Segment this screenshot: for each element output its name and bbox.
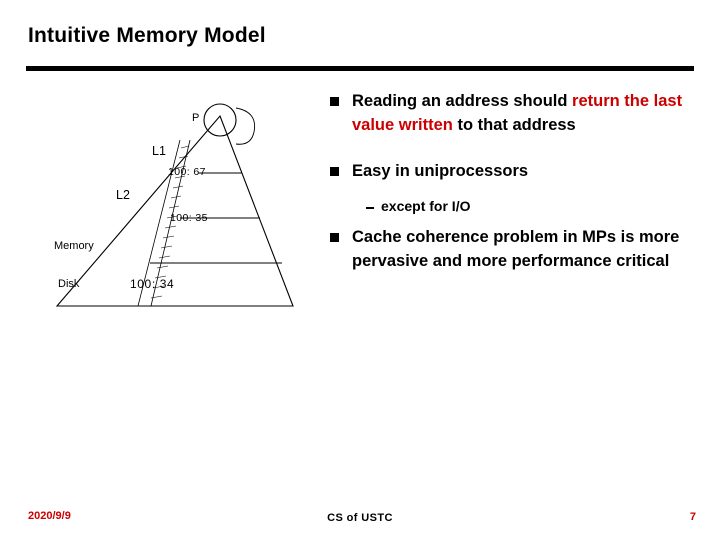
bullet-reading-highlight: return the last value written [352,92,683,134]
title-divider [26,66,694,71]
footer-date: 2020/9/9 [28,510,71,522]
label-l2-address: 100: 35 [170,212,208,224]
bullet-reading-post: to that address [452,115,576,134]
label-disk: Disk [58,278,80,290]
bullet-reading-pre: Reading an address should [352,92,573,110]
memory-hierarchy-diagram [20,88,330,318]
label-processor: P [192,112,200,124]
bullet-reading-text [352,90,708,138]
label-l1-address: 100: 67 [168,166,206,178]
bullet-cache-coherence [330,226,708,274]
sub-bullet-io [366,198,708,214]
processor-circle [204,104,236,136]
dash-icon [366,207,374,209]
bullet-cache-coherence-text: Cache coherence problem in MPs is more pervasive and more performance critical [352,227,680,270]
bullet-uniprocessors-text: Easy in uniprocessors [352,161,529,180]
bullet-reading [330,90,708,138]
label-l1: L1 [152,144,166,158]
bullet-square-icon [330,233,339,242]
label-memory: Memory [54,240,94,252]
footer-course: CS of USTC [327,512,393,524]
bullet-square-icon [330,167,339,176]
bullet-list [330,90,708,288]
arrow-arc [236,108,255,144]
sub-bullet-io-text: except for I/O [381,197,471,214]
pyramid-outline [57,116,293,306]
footer-page-number: 7 [689,511,696,523]
label-l2: L2 [116,188,130,202]
label-disk-address: 100: 34 [130,277,175,291]
bullet-uniprocessors [330,160,708,184]
page-title: Intuitive Memory Model [28,24,266,47]
bullet-square-icon [330,97,339,106]
